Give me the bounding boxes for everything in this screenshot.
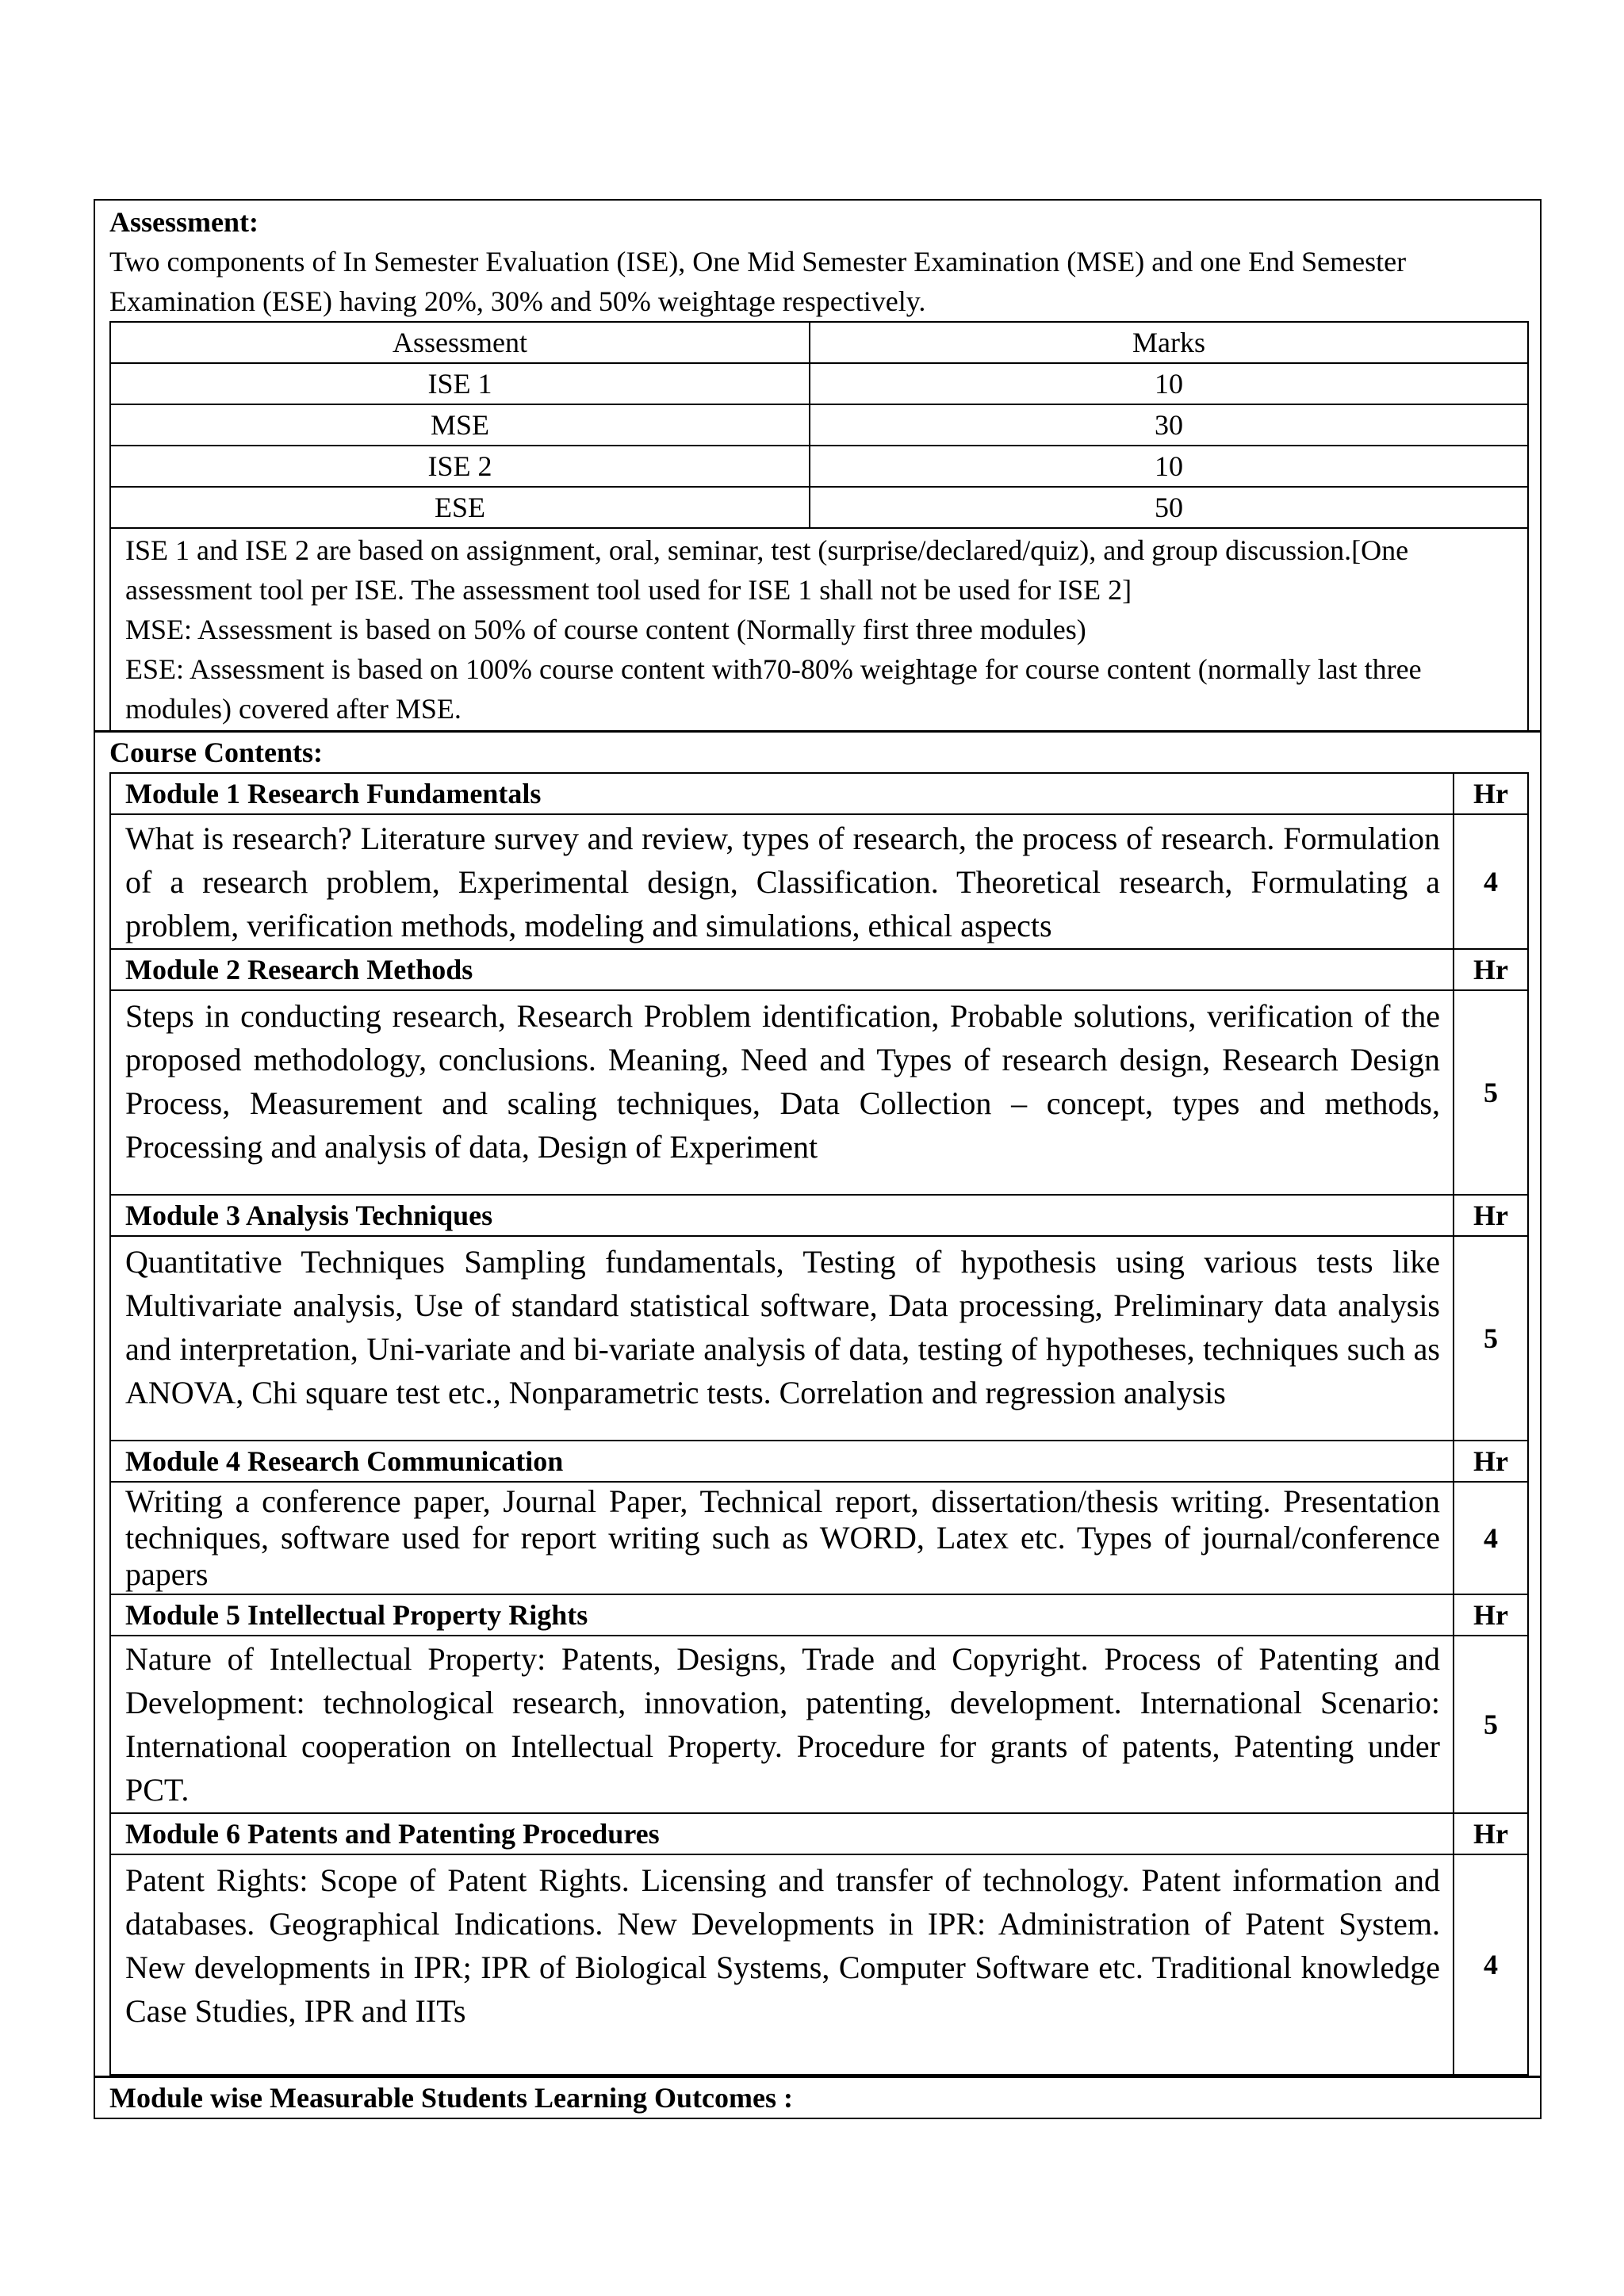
table-row — [110, 363, 1528, 404]
module-6-hours: 4 — [1454, 1854, 1528, 2075]
outcomes-heading: Module wise Measurable Students Learning Outcomes : — [95, 2076, 1540, 2118]
module-title-row — [110, 773, 1528, 814]
hr-label: Hr — [1454, 1813, 1528, 1854]
assessment-name-cell: MSE — [110, 404, 810, 446]
marks-table — [109, 321, 1529, 529]
module-title-row — [110, 1594, 1528, 1636]
assessment-intro: Two components of In Semester Evaluation (ISE), One Mid Semester Examination (MSE) and one End Semester Examination (ESE) having 20%, 30% and 50% weightage respectively. — [109, 246, 1407, 317]
assessment-name-cell: ESE — [110, 487, 810, 528]
module-5-description: Nature of Intellectual Property: Patents, Designs, Trade and Copyright. Process of Patenting and Development: technological research, innovation, patenting, development. International Scenario: International cooperation on Intellectual Property. Procedure for grants of patents, Patenting under PCT. — [110, 1636, 1454, 1813]
module-content-row — [110, 990, 1528, 1195]
syllabus-frame — [94, 199, 1542, 2119]
marks-table-header-row — [110, 322, 1528, 363]
module-5-hours: 5 — [1454, 1636, 1528, 1813]
assessment-section — [95, 202, 1540, 321]
assessment-name-cell: ISE 2 — [110, 446, 810, 487]
marks-cell: 50 — [810, 487, 1528, 528]
hr-label: Hr — [1454, 1195, 1528, 1236]
module-2-description: Steps in conducting research, Research Problem identification, Probable solutions, verification of the proposed methodology, conclusions. Meaning, Need and Types of research design, Research Design Process, Measurement and scaling techniques, Data Collection – concept, types and methods, Processing and analysis of data, Design of Experiment — [110, 990, 1454, 1195]
hr-label: Hr — [1454, 949, 1528, 990]
module-title-row — [110, 1813, 1528, 1854]
assessment-name-cell: ISE 1 — [110, 363, 810, 404]
module-title-row — [110, 949, 1528, 990]
module-content-row — [110, 814, 1528, 949]
module-4-description: Writing a conference paper, Journal Paper, Technical report, dissertation/thesis writing. Presentation techniques, software used for report writing such as WORD, Latex etc. Types of journal/conference papers — [110, 1482, 1454, 1594]
hr-label: Hr — [1454, 773, 1528, 814]
marks-cell: 30 — [810, 404, 1528, 446]
hr-label: Hr — [1454, 1594, 1528, 1636]
module-content-row — [110, 1636, 1528, 1813]
module-4-title: Module 4 Research Communication — [110, 1441, 1454, 1482]
module-2-title: Module 2 Research Methods — [110, 949, 1454, 990]
module-content-row — [110, 1236, 1528, 1441]
table-row — [110, 446, 1528, 487]
marks-table-header-assessment: Assessment — [110, 322, 810, 363]
module-2-hours: 5 — [1454, 990, 1528, 1195]
module-3-hours: 5 — [1454, 1236, 1528, 1441]
module-content-row — [110, 1854, 1528, 2075]
marks-cell: 10 — [810, 446, 1528, 487]
ese-note: ESE: Assessment is based on 100% course content with70-80% weightage for course content (normally last three modules) covered after MSE. — [125, 653, 1422, 725]
module-6-title: Module 6 Patents and Patenting Procedures — [110, 1813, 1454, 1854]
module-1-description: What is research? Literature survey and review, types of research, the process of research. Formulation of a research problem, Experimental design, Classification. Theoretical research, Formulating a problem, verification methods, modeling and simulations, ethical aspects — [110, 814, 1454, 949]
module-title-row — [110, 1195, 1528, 1236]
module-title-row — [110, 1441, 1528, 1482]
module-3-description: Quantitative Techniques Sampling fundamentals, Testing of hypothesis using various tests like Multivariate analysis, Use of standard statistical software, Data processing, Preliminary data analysis and interpretation, Uni-variate and bi-variate analysis of data, testing of hypotheses, techniques such as ANOVA, Chi square test etc., Nonparametric tests. Correlation and regression analysis — [110, 1236, 1454, 1441]
modules-table — [109, 772, 1529, 2076]
mse-note: MSE: Assessment is based on 50% of course content (Normally first three modules) — [125, 614, 1086, 645]
table-row — [110, 404, 1528, 446]
module-6-description: Patent Rights: Scope of Patent Rights. Licensing and transfer of technology. Patent information and databases. Geographical Indications. New Developments in IPR: Administration of Patent System. New developments in IPR; IPR of Biological Systems, Computer Software etc. Traditional knowledge Case Studies, IPR and IITs — [110, 1854, 1454, 2075]
marks-cell: 10 — [810, 363, 1528, 404]
marks-table-header-marks: Marks — [810, 322, 1528, 363]
module-4-hours: 4 — [1454, 1482, 1528, 1594]
module-1-hours: 4 — [1454, 814, 1528, 949]
assessment-notes — [109, 529, 1529, 730]
module-3-title: Module 3 Analysis Techniques — [110, 1195, 1454, 1236]
assessment-heading: Assessment: — [109, 206, 259, 238]
module-content-row — [110, 1482, 1528, 1594]
hr-label: Hr — [1454, 1441, 1528, 1482]
table-row — [110, 487, 1528, 528]
ise-note: ISE 1 and ISE 2 are based on assignment, oral, seminar, test (surprise/declared/quiz), and group discussion.[One assessment tool per ISE. The assessment tool used for ISE 1 shall not be used for ISE 2] — [125, 534, 1409, 606]
module-1-title: Module 1 Research Fundamentals — [110, 773, 1454, 814]
course-contents-heading: Course Contents: — [109, 737, 323, 768]
module-5-title: Module 5 Intellectual Property Rights — [110, 1594, 1454, 1636]
